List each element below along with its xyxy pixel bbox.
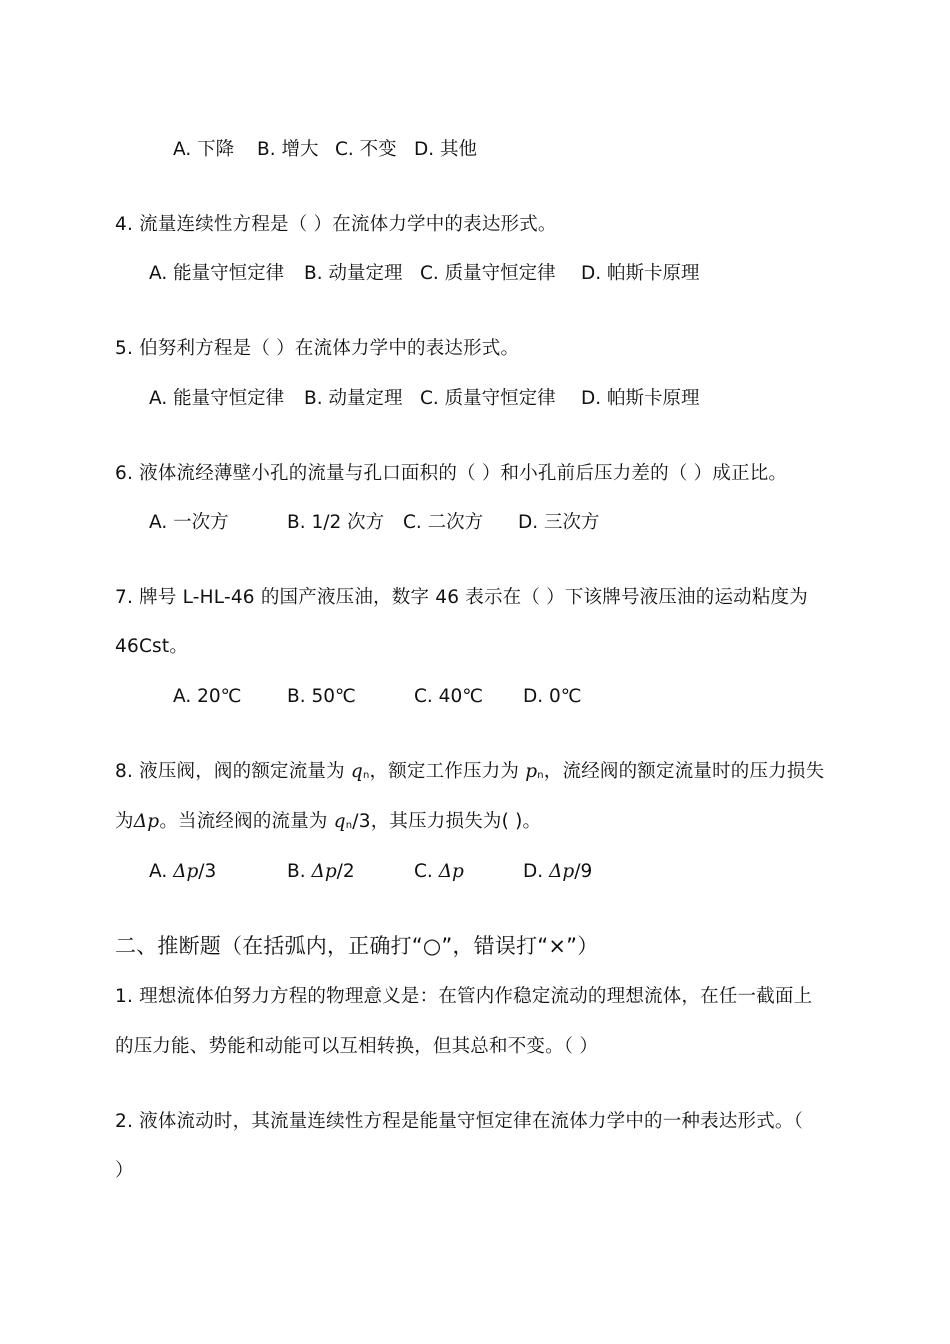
q8-option-b: B. Δp/2	[287, 861, 355, 882]
q3-option-c: C. 不变	[335, 139, 397, 160]
q8-option-d: D. Δp/9	[523, 861, 593, 882]
judgment-2-line-2: ）	[115, 1160, 134, 1181]
section-2-heading: 二、推断题（在括弧内，正确打“○”，错误打“×”）	[115, 934, 599, 958]
q5-option-b: B. 动量定理	[304, 388, 403, 409]
question-6-text: 6. 液体流经薄壁小孔的流量与孔口面积的（ ）和小孔前后压力差的（ ）成正比。	[115, 463, 788, 484]
q7-option-d: D. 0℃	[523, 686, 582, 707]
q3-option-b: B. 增大	[257, 139, 319, 160]
question-8-line-1: 8. 液压阀，阀的额定流量为 $q_n$，额定工作压力为 $p_n$，流经阀的额定流量时的压力损失	[115, 761, 825, 782]
judgment-1-line-1: 1. 理想流体伯努力方程的物理意义是：在管内作稳定流动的理想流体，在任一截面上	[115, 986, 813, 1007]
q5-option-a: A. 能量守恒定律	[149, 388, 285, 409]
question-7-line-2: 46Cst。	[115, 636, 189, 657]
judgment-2-line-1: 2. 液体流动时，其流量连续性方程是能量守恒定律在流体力学中的一种表达形式。（	[115, 1111, 804, 1132]
question-4-text: 4. 流量连续性方程是（ ）在流体力学中的表达形式。	[115, 214, 557, 235]
q7-option-b: B. 50℃	[287, 686, 356, 707]
q7-option-a: A. 20℃	[173, 686, 242, 707]
q4-option-a: A. 能量守恒定律	[149, 263, 285, 284]
q7-option-c: C. 40℃	[414, 686, 483, 707]
question-5-text: 5. 伯努利方程是（ ）在流体力学中的表达形式。	[115, 338, 520, 359]
q6-option-c: C. 二次方	[403, 512, 484, 533]
q4-option-b: B. 动量定理	[304, 263, 403, 284]
q3-option-a: A. 下降	[173, 139, 235, 160]
q5-option-c: C. 质量守恒定律	[420, 388, 556, 409]
question-7-line-1: 7. 牌号 L-HL-46 的国产液压油，数字 46 表示在（ ）下该牌号液压油的运动粘度为	[115, 587, 808, 608]
q4-option-d: D. 帕斯卡原理	[581, 263, 700, 284]
q6-option-a: A. 一次方	[149, 512, 229, 533]
q8-option-a: A. Δp/3	[149, 861, 217, 882]
q4-option-c: C. 质量守恒定律	[420, 263, 556, 284]
question-8-line-2: 为Δp。当流经阀的流量为 $q_n/3$，其压力损失为( )。	[115, 811, 542, 832]
q8-option-c: C. Δp	[414, 861, 464, 882]
q3-option-d: D. 其他	[414, 139, 478, 160]
q6-option-d: D. 三次方	[518, 512, 600, 533]
q5-option-d: D. 帕斯卡原理	[581, 388, 700, 409]
judgment-1-line-2: 的压力能、势能和动能可以互相转换，但其总和不变。（ ）	[115, 1036, 599, 1057]
q6-option-b: B. 1/2 次方	[287, 512, 385, 533]
